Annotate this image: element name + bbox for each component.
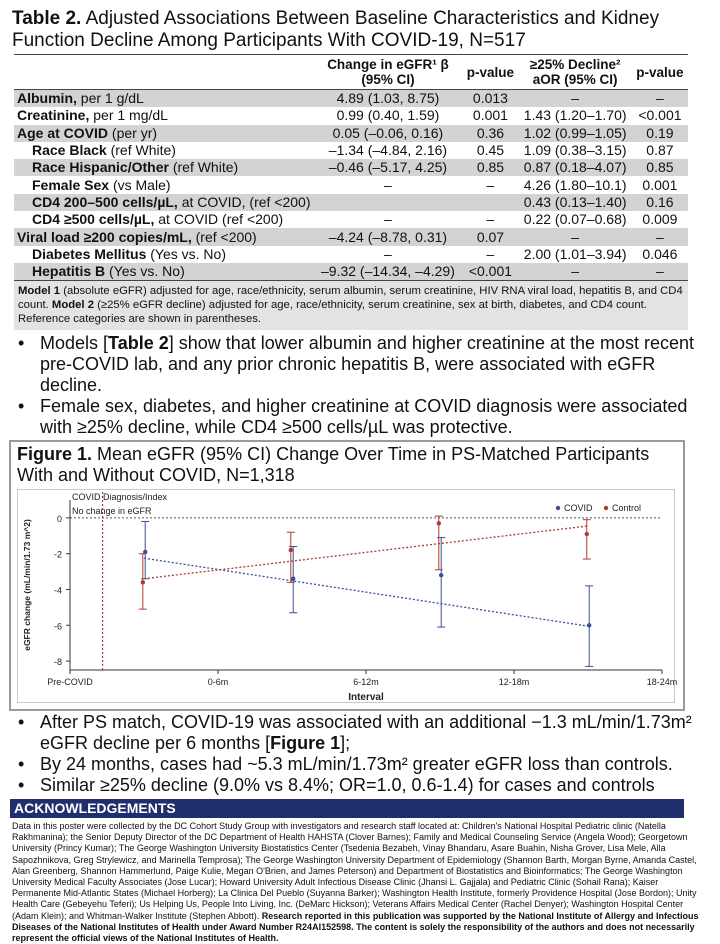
x-tick-label: 0-6m	[207, 677, 229, 687]
legend-label: Control	[612, 503, 642, 513]
table-header	[14, 55, 314, 90]
list-item: • After PS match, COVID-19 was associated with an additional −1.3 mL/min/1.73m² eGFR decline per 6 months [Figure 1];	[18, 712, 692, 753]
figure-bullets-section	[10, 712, 710, 796]
figure-title: Figure 1. Mean eGFR (95% CI) Change Over Time in PS-Matched Participants With and Without COVID, N=1,318	[17, 444, 650, 485]
legend-marker	[556, 506, 560, 510]
results-bullets	[10, 333, 710, 438]
legend-label: COVID	[564, 503, 593, 513]
table-notes: Model 1 (absolute eGFR) adjusted for age, race/ethnicity, serum albumin, serum creatinine, HIV RNA viral load, hepatitis B, and CD4 count. Model 2 (≥25% eGFR decline) adjusted for age, race/ethnicity, serum creatinine, sex at birth, diabetes, and CD4 count. Reference categories are shown in parentheses.	[14, 281, 688, 330]
data-point	[437, 521, 441, 525]
table-row: Race Black (ref White) –1.34 (–4.84, 2.16) 0.45 1.09 (0.38–3.15) 0.87	[32, 142, 674, 159]
table-row: Creatinine, per 1 mg/dL 0.99 (0.40, 1.59) 0.001 1.43 (1.20–1.70) <0.001	[17, 107, 682, 124]
acknowledgements-text: Data in this poster were collected by the DC Cohort Study Group with investigators and research staff located at: Children's National Hospital Pediatric clinic (Natella Rakhmanina); the Senior Deputy Director of the DC Department of Health HAHSTA (Clover Barnes); Family and Medical Counseling Service (Angela Wood); Georgetown University (Princy Kumar); The George Washington University Biostatistics Center (Tsedenia Bezabeh, Vinay Bhandaru, Asare Buahin, Nisha Grover, Lisa Mele, Alla Sapozhnikova, Greg Strylewicz, and Marinella Temprosa); The George Washington University Department of Epidemiology (Shannon Barth, Morgan Byrne, Amanda Castel, Alan Greenberg, Shannon Hammerlund, Paige Kulie, Megan O'Brien, and James Peterson) and Department of Biostatistics and Bioinformatics; The George Washington University Medical Faculty Associates (Jose Lucar); Howard University Adult Infectious Disease Clinic (Jhansi L. Gajjala) and Pediatric Clinic (Sohail Rana); Kaiser Permanente Mid-Atlantic States (Michael Horberg); La Clinica Del Pueblo (Suyanna Barker); Washington Health Institute, formerly Providence Hospital (Jose Bordon); Unity Health Care (Gebeyehu Teferi); Us Helping Us, People Into Living, Inc. (DeMarc Hickson); Veterans Affairs Medical Center (Rachel Denyer); Washington Hospital Center (Adam Klein); and Whitman-Walker Institute (Stephen Abbott). Research reported in this publication was supported by the National Institute of Allergy and Infectious Diseases of the National Institutes of Health under Award Number R24AI152598. The content is solely the responsibility of the authors and does not necessarily represent the official views of the National Institutes of Health.	[12, 821, 699, 944]
data-point	[587, 623, 591, 627]
table-row: Female Sex (vs Male) – – 4.26 (1.80–10.1) 0.001	[32, 176, 678, 193]
no-change-label: No change in eGFR	[72, 505, 152, 516]
table-header: Change in eGFR¹ β (95% CI)	[314, 55, 463, 90]
table-header: p-value	[632, 55, 688, 90]
data-point	[141, 580, 145, 584]
list-item: • Similar ≥25% decline (9.0% vs 8.4%; OR=1.0, 0.6-1.4) for cases and controls	[18, 775, 655, 795]
table-row: CD4 200–500 cells/µL, at COVID, (ref <200) 0.43 (0.13–1.40) 0.16	[14, 194, 688, 211]
figure-panel	[9, 440, 685, 711]
table-header: ≥25% Decline² aOR (95% CI)	[518, 55, 631, 90]
x-tick-label: 6-12m	[353, 677, 379, 687]
data-point	[439, 573, 443, 577]
y-tick-label: 0	[56, 513, 62, 524]
y-axis-label: eGFR change (mL/min/1.73 m^2)	[22, 519, 32, 651]
table-row: Hepatitis B (Yes vs. No) –9.32 (–14.34, –4.29) <0.001 – –	[14, 263, 688, 281]
legend-marker	[604, 506, 608, 510]
list-item: • Female sex, diabetes, and higher creatinine at COVID diagnosis were associated with ≥25% decline, while CD4 ≥500 cells/µL was protective.	[18, 396, 688, 438]
table-header: p-value	[462, 55, 518, 90]
x-axis-label: Interval	[348, 692, 384, 703]
y-tick-label: -8	[53, 657, 62, 668]
covid-index-label: COVID Diagnosis/Index	[72, 492, 168, 502]
trend-line-covid	[144, 558, 588, 626]
data-point	[289, 548, 293, 552]
table-row: CD4 ≥500 cells/µL, at COVID (ref <200) – – 0.22 (0.07–0.68) 0.009	[32, 211, 678, 228]
table-row: Albumin, per 1 g/dL 4.89 (1.03, 8.75) 0.013 – –	[14, 90, 688, 108]
y-tick-label: -2	[53, 549, 62, 560]
x-tick-label: 18-24m	[646, 677, 678, 687]
table-section	[10, 8, 710, 438]
x-tick-label: Pre-COVID	[47, 677, 93, 687]
chart-area	[17, 489, 678, 703]
list-item: • Models [Table 2] show that lower albumin and higher creatinine at the most recent pre-COVID lab, and any prior chronic hepatitis B, were associated with eGFR decline.	[18, 333, 695, 396]
x-tick-label: 12-18m	[498, 677, 530, 687]
table-row: Diabetes Mellitus (Yes vs. No) – – 2.00 (1.01–3.94) 0.046	[32, 245, 678, 262]
list-item: • By 24 months, cases had ~5.3 mL/min/1.73m² greater eGFR loss than controls.	[18, 754, 673, 774]
table-row: Viral load ≥200 copies/mL, (ref <200) –4.24 (–8.78, 0.31) 0.07 – –	[14, 228, 688, 245]
acknowledgements-heading: ACKNOWLEDGEMENTS	[10, 799, 684, 818]
egfr-line-chart	[18, 490, 678, 703]
table-row: Race Hispanic/Other (ref White) –0.46 (–5.17, 4.25) 0.85 0.87 (0.18–4.07) 0.85	[14, 159, 688, 176]
data-point	[585, 532, 589, 536]
y-tick-label: -6	[53, 621, 62, 632]
y-tick-label: -4	[53, 585, 62, 596]
trend-line-control	[144, 526, 588, 579]
table-title: Table 2. Adjusted Associations Between Baseline Characteristics and Kidney Function Decline Among Participants With COVID-19, N=517	[12, 8, 660, 51]
data-point	[291, 577, 295, 581]
results-table	[14, 54, 688, 281]
figure-bullets	[10, 712, 710, 796]
table-row: Age at COVID (per yr) 0.05 (–0.06, 0.16) 0.36 1.02 (0.99–1.05) 0.19	[14, 125, 688, 142]
